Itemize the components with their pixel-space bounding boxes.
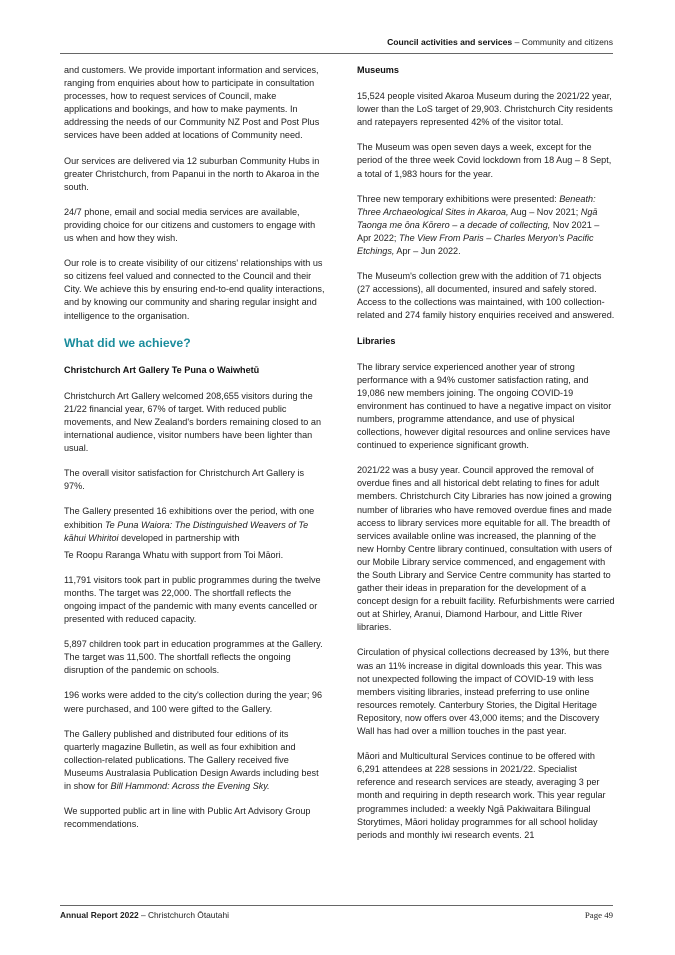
text-run: The Gallery published and distributed four editions of its quarterly magazine Bulletin, as well as four exhibition and collection-related publications. The Gallery received five Museums Australasia Publication Design Awards including best in show for <box>64 728 319 792</box>
paragraph: and customers. We provide important information and services, ranging from enquiries about how to participate in consultation processes, how to request services of Council, make applications and bookings, and how to make payments. In addressing the needs of our Community NZ Post and Post Plus services have been added at locations of Community need. <box>64 65 320 141</box>
text-run: Apr – Jun 2022. <box>394 246 461 257</box>
page-footer <box>60 905 613 924</box>
exhibition-title: The View From Paris – Charles Meryon's Pacific Etchings, <box>357 232 594 257</box>
award-title: Bill Hammond: Across the Evening Sky. <box>110 781 270 792</box>
text-run: Aug – Nov 2021; <box>508 206 581 217</box>
paragraph: 196 works were added to the city's collection during the year; 96 were purchased, and 100 were gifted to the Gallery. <box>64 690 323 714</box>
left-column <box>64 64 326 843</box>
exhibition-title: Te Puna Waiora: The Distinguished Weavers of Te kāhui Whiritoi <box>64 519 309 543</box>
subheading-museums: Museums <box>357 65 399 75</box>
paragraph: Christchurch Art Gallery welcomed 208,655 visitors during the 21/22 financial year, 67% of target. With reduced public movements, and New Zealand's borders remaining closed to an international audience, visitor numbers have been lighter than usual. <box>64 390 322 454</box>
paragraph: Our role is to create visibility of our citizens' relationships with us so citizens feel valued and connected to the Council and their City. We achieve this by ensuring end-to-end quality interactions, and by knowing our community and sharing regular insight and intelligence to the organisation. <box>64 258 325 321</box>
text-run: Three new temporary exhibitions were presented: <box>357 193 560 204</box>
footer-report-title <box>60 910 229 920</box>
paragraph: The library service experienced another year of strong performance with a 94% customer satisfaction rating, and 19,086 new members joining. The ongoing COVID-19 environment has continued to have a negative impact on visitor numbers, programme attendance, and use of physical collections, however digital resources and online services have continued to experience significant growth. <box>357 361 612 451</box>
text-run: The Gallery presented 16 exhibitions over the period, with one exhibition <box>64 506 315 530</box>
paragraph: The Museum's collection grew with the addition of 71 objects (27 accessions), all documented, insured and safely stored. Access to the collections was maintained, with 100 collection-related and 274 family history enquiries received and answered. <box>357 271 615 321</box>
page-number: Page 49 <box>584 910 613 920</box>
paragraph <box>64 728 326 793</box>
subheading-libraries: Libraries <box>357 335 396 346</box>
paragraph <box>357 193 615 258</box>
paragraph: 11,791 visitors took part in public programmes during the twelve months. The target was 22,000. The shortfall reflects the ongoing impact of the pandemic with many events cancelled or presented with reduced capacity. <box>64 574 321 625</box>
paragraph: We supported public art in line with Public Art Advisory Group recommendations. <box>64 806 311 830</box>
paragraph <box>64 505 326 544</box>
paragraph: The Museum was open seven days a week, except for the period of the three week Covid lockdown from 18 Aug – 8 Sept, a total of 1,983 hours for the year. <box>357 142 612 179</box>
footer-report-name: Annual Report 2022 <box>60 910 139 920</box>
footer-report-city: – Christchurch Ōtautahi <box>138 910 229 920</box>
page-header <box>60 37 613 54</box>
paragraph: Māori and Multicultural Services continue to be offered with 6,291 attendees at 228 sessions in 2021/22. Specialist reference and research services are steady, averaging 3 per month and requiring in depth research work. This year regular programmes included: a weekly Ngā Pakiwaitara Bilingual Storytimes, Māori holiday programmes for all school holiday periods and monthly iwi research events. 21 <box>357 751 606 840</box>
exhibition-title: Ngā Taonga me ōna Kōrero – a decade of collecting, <box>357 206 598 230</box>
text-run: developed in partnership with <box>118 532 240 543</box>
paragraph: Our services are delivered via 12 suburban Community Hubs in greater Christchurch, from Papanui in the north to Akaroa in the south. <box>64 155 320 192</box>
paragraph: 5,897 children took part in education programmes at the Gallery. The target was 11,500. The shortfall reflects the ongoing disruption of the pandemic on schools. <box>64 639 323 676</box>
section-heading-achievements: What did we achieve? <box>64 335 191 350</box>
right-column <box>357 64 615 854</box>
paragraph: 2021/22 was a busy year. Council approved the removal of overdue fines and all historical debt relating to fines for adult members. Christchurch City Libraries has now joined a growing number of libraries who have removed overdue fines and made access to library services more equitable for all. The breadth of services available online was increased, the planning of the new Hornby Centre library continued, consultation with users of our Mobile Library service commenced, and engagement with the South Library and Service Centre community has started to gather their ideas in preparation for the development of a concept design for a rebuilt facility. Refurbishments were carried out at Shirley, Aranui, Diamond Harbour, and Little River libraries. <box>357 465 615 633</box>
subheading-art-gallery: Christchurch Art Gallery Te Puna o Waiwhetū <box>64 364 260 375</box>
header-section-title: Council activities and services <box>387 37 513 47</box>
paragraph: The overall visitor satisfaction for Christchurch Art Gallery is 97%. <box>64 468 305 492</box>
header-section-subtitle: – Community and citizens <box>512 37 613 47</box>
paragraph: 24/7 phone, email and social media services are available, providing choice for our citizens and customers to engage with us when and how they wish. <box>64 206 316 244</box>
paragraph: Te Roopu Raranga Whatu with support from Toi Māori. <box>64 549 284 560</box>
paragraph: Circulation of physical collections decreased by 13%, but there was an 11% increase in digital downloads this year. This was not unexpected following the impact of COVID-19 with less members visiting libraries, instead preferring to use online resources remotely. Canterbury Stories, the Digital Heritage Repository, now offers over 43,000 items; and the Discovery Wall has had over a million touches in the past year. <box>357 647 610 737</box>
exhibition-title: Beneath: Three Archaeological Sites in Akaroa, <box>357 193 596 217</box>
text-run: Nov 2021 – Apr 2022; <box>357 219 600 243</box>
paragraph: 15,524 people visited Akaroa Museum during the 2021/22 year, lower than the LoS target of 29,903. Christchurch City residents and ratepayers represented 42% of the visitor total. <box>357 91 613 128</box>
